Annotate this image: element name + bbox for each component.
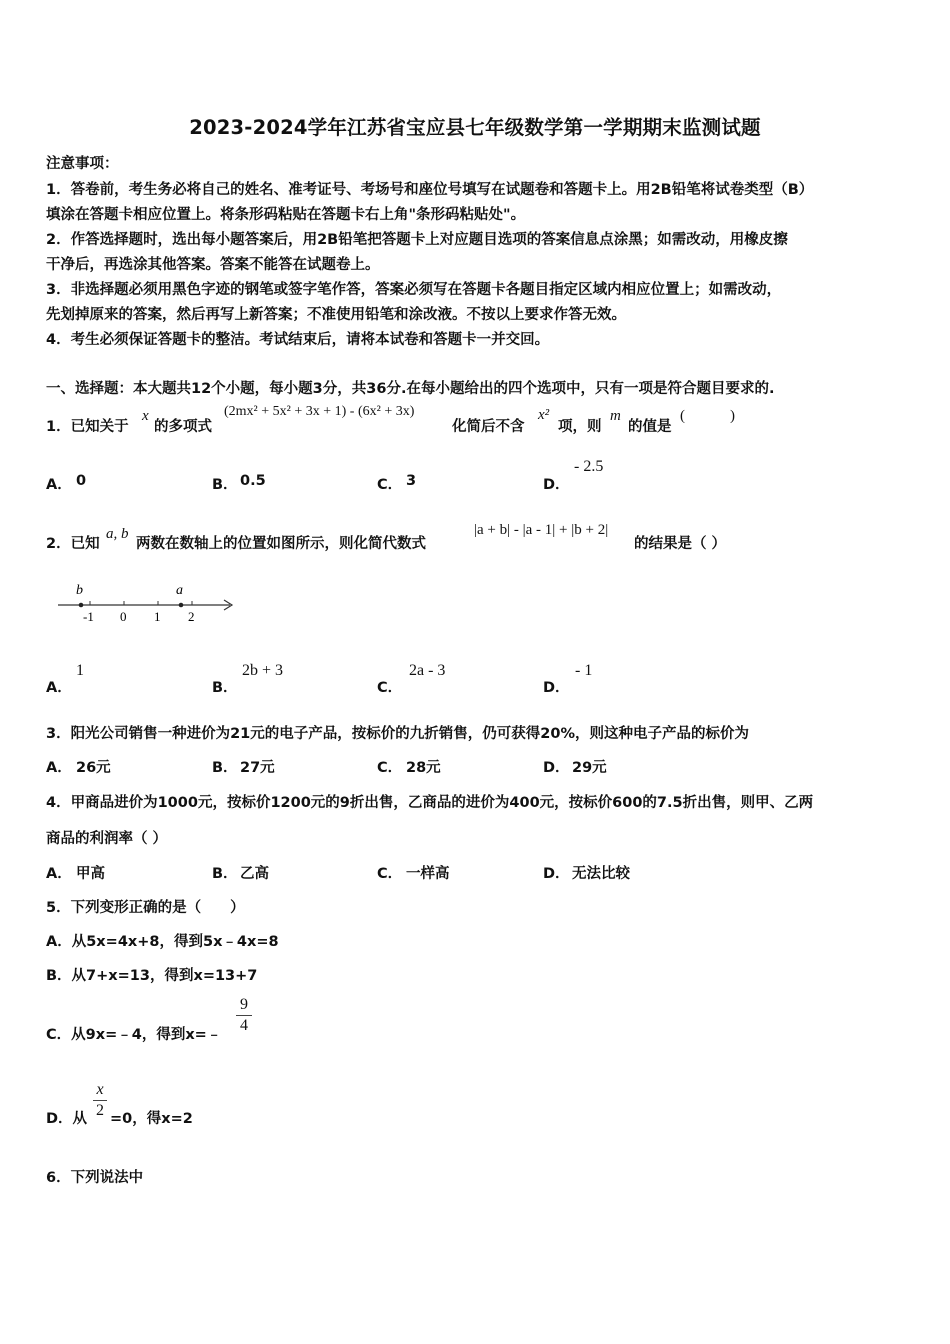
notes-heading: 注意事项：	[46, 156, 119, 172]
q3-option-c-value: 28元	[406, 760, 441, 776]
q5-stem: 5．下列变形正确的是（ ）	[46, 900, 245, 916]
q1-text-4: 项，则	[558, 419, 602, 435]
q4-option-c-label: C．	[377, 866, 403, 882]
q4-option-a-label: A．	[46, 866, 72, 882]
q5-option-a: A．从5x=4x+8，得到5x﹣4x=8	[46, 934, 279, 950]
notes-line: 2．作答选择题时，选出每小题答案后，用2B铅笔把答题卡上对应题目选项的答案信息点涂黑；如需改动，用橡皮擦	[46, 232, 788, 248]
q1-polynomial: (2mx² + 5x² + 3x + 1) - (6x² + 3x)	[224, 404, 415, 419]
q5-option-c: C．从9x=﹣4，得到x=﹣	[46, 1027, 222, 1043]
q1-x-squared: x²	[538, 407, 550, 423]
point-b-dot	[79, 603, 84, 608]
q1-option-c-label: C．	[377, 477, 403, 493]
q3-option-a-label: A．	[46, 760, 72, 776]
q5-option-d-prefix: D．从	[46, 1111, 88, 1127]
q1-text-5: 的值是	[628, 419, 672, 435]
q1-option-d-label: D．	[543, 477, 570, 493]
q5-option-d-fraction	[93, 1081, 107, 1120]
q2-option-c-value: 2a - 3	[409, 662, 446, 679]
q1-option-b-value: 0.5	[240, 473, 266, 489]
q5-option-d-suffix: =0，得x=2	[110, 1111, 193, 1127]
q4-option-b-value: 乙高	[240, 866, 269, 882]
notes-line: 填涂在答题卡相应位置上。将条形码粘贴在答题卡右上角"条形码粘贴处"。	[46, 207, 526, 223]
q1-option-a-value: 0	[76, 473, 87, 489]
point-a-label: a	[176, 583, 183, 598]
page-title: 2023-2024学年江苏省宝应县七年级数学第一学期期末监测试题	[189, 116, 761, 139]
q2-option-b-label: B．	[212, 680, 238, 696]
q2-option-d-label: D．	[543, 680, 570, 696]
q3-option-a-value: 26元	[76, 760, 111, 776]
q2-option-a-value: 1	[76, 662, 84, 679]
q6-stem: 6．下列说法中	[46, 1170, 144, 1186]
q2-vars: a, b	[106, 526, 129, 542]
point-a-dot	[179, 603, 184, 608]
notes-line: 1．答卷前，考生务必将自己的姓名、准考证号、考场号和座位号填写在试题卷和答题卡上。用2B铅笔将试卷类型（B）	[46, 182, 814, 198]
q1-option-c-value: 3	[406, 473, 417, 489]
tick-label: -1	[83, 609, 94, 624]
q3-option-c-label: C．	[377, 760, 403, 776]
q1-option-d-value: - 2.5	[574, 458, 604, 475]
point-b-label: b	[76, 583, 83, 598]
fraction-denominator: 4	[240, 1017, 248, 1034]
q1-var-m: m	[610, 408, 621, 424]
fraction-denominator: 2	[96, 1102, 104, 1119]
fraction-bar	[93, 1100, 107, 1101]
q1-answer-paren: ( )	[680, 408, 735, 424]
q4-stem-line-2: 商品的利润率（ ）	[46, 831, 168, 847]
q3-option-b-label: B．	[212, 760, 238, 776]
q1-var-x: x	[142, 408, 149, 424]
q1-text-2: 的多项式	[154, 419, 212, 435]
q3-option-b-value: 27元	[240, 760, 275, 776]
q3-stem: 3．阳光公司销售一种进价为21元的电子产品，按标价的九折销售，仍可获得20%，则这种电子产品的标价为	[46, 726, 749, 742]
q2-text-2: 两数在数轴上的位置如图所示，则化简代数式	[136, 536, 426, 552]
q4-stem-line-1: 4．甲商品进价为1000元，按标价1200元的9折出售，乙商品的进价为400元，按标价600的7.5折出售，则甲、乙两	[46, 795, 814, 811]
q2-text-3: 的结果是（ ）	[634, 536, 727, 552]
q4-option-b-label: B．	[212, 866, 238, 882]
q5-option-b: B．从7+x=13，得到x=13+7	[46, 968, 258, 984]
q1-text-3: 化简后不含	[452, 419, 525, 435]
notes-line: 先划掉原来的答案，然后再写上新答案；不准使用铅笔和涂改液。不按以上要求作答无效。	[46, 307, 626, 323]
fraction-bar	[236, 1015, 252, 1016]
tick-label: 0	[120, 609, 127, 624]
q2-option-b-value: 2b + 3	[242, 662, 284, 679]
q1-text-1: 1．已知关于	[46, 419, 129, 435]
q2-option-d-value: - 1	[575, 662, 593, 679]
notes-line: 3．非选择题必须用黑色字迹的钢笔或签字笔作答，答案必须写在答题卡各题目指定区域内相应位置上；如需改动，	[46, 282, 782, 298]
fraction-numerator: 9	[240, 996, 248, 1013]
number-line-figure	[50, 578, 240, 626]
q1-option-a-label: A．	[46, 477, 72, 493]
section-heading: 一、选择题：本大题共12个小题，每小题3分，共36分.在每小题给出的四个选项中，只有一项是符合题目要求的.	[46, 381, 775, 397]
tick-label: 1	[154, 609, 161, 624]
q4-option-c-value: 一样高	[406, 866, 450, 882]
q2-text-1: 2．已知	[46, 536, 100, 552]
q1-option-b-label: B．	[212, 477, 238, 493]
notes-line: 4．考生必须保证答题卡的整洁。考试结束后，请将本试卷和答题卡一并交回。	[46, 332, 550, 348]
q5-option-c-fraction	[236, 996, 252, 1035]
q3-option-d-value: 29元	[572, 760, 607, 776]
q4-option-d-label: D．	[543, 866, 570, 882]
q4-option-a-value: 甲高	[76, 866, 105, 882]
q2-expression: |a + b| - |a - 1| + |b + 2|	[474, 522, 609, 538]
q4-option-d-value: 无法比较	[572, 866, 630, 882]
q2-option-a-label: A．	[46, 680, 72, 696]
q3-option-d-label: D．	[543, 760, 570, 776]
notes-line: 干净后，再选涂其他答案。答案不能答在试题卷上。	[46, 257, 380, 273]
tick-label: 2	[188, 609, 195, 624]
q2-option-c-label: C．	[377, 680, 403, 696]
fraction-numerator: x	[96, 1081, 104, 1098]
